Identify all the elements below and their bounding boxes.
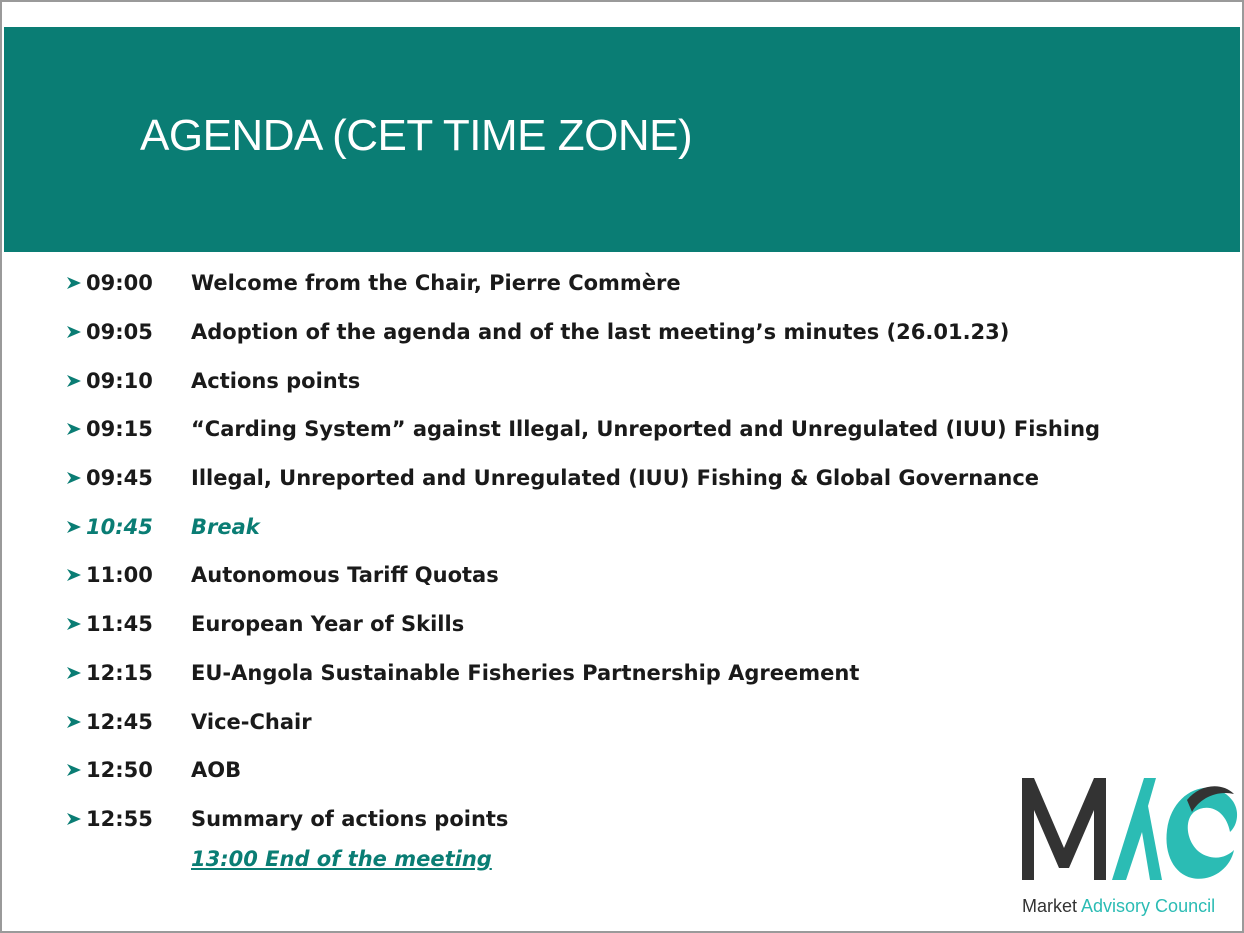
agenda-item <box>66 405 1166 454</box>
agenda-item <box>66 551 1166 600</box>
agenda-item <box>66 259 1166 308</box>
agenda-time: 11:45 <box>86 612 153 637</box>
arrow-bullet-icon <box>66 470 86 486</box>
agenda-time: 11:00 <box>86 563 153 588</box>
arrow-bullet-icon <box>66 762 86 778</box>
arrow-bullet-icon <box>66 275 86 291</box>
logo-letter-a <box>1112 778 1162 880</box>
agenda-label: “Carding System” against Illegal, Unreported and Unregulated (IUU) Fishing <box>191 417 1101 442</box>
agenda-time: 12:15 <box>86 660 153 685</box>
agenda-label: Break <box>191 514 260 539</box>
logo-letter-c <box>1166 788 1237 879</box>
logo-caption <box>1022 896 1215 917</box>
agenda-item <box>66 697 1166 746</box>
agenda-time: 09:05 <box>86 320 153 345</box>
logo-caption-advisory-council: Advisory Council <box>1081 896 1216 916</box>
agenda-time: 12:50 <box>86 758 153 783</box>
agenda-time: 09:00 <box>86 271 153 296</box>
logo-letter-m <box>1022 778 1106 880</box>
agenda-time: 12:55 <box>86 806 153 831</box>
logo-caption-market: Market <box>1022 896 1078 916</box>
agenda-item <box>66 649 1166 698</box>
slide-title: AGENDA (CET TIME ZONE) <box>140 111 693 160</box>
arrow-bullet-icon <box>66 714 86 730</box>
agenda-item-break <box>66 502 1166 551</box>
agenda-label: Summary of actions points <box>191 806 509 831</box>
agenda-label: Vice-Chair <box>191 709 312 734</box>
arrow-bullet-icon <box>66 324 86 340</box>
agenda-label: Autonomous Tariff Quotas <box>191 563 499 588</box>
arrow-bullet-icon <box>66 811 86 827</box>
agenda-time: 09:45 <box>86 466 153 491</box>
arrow-bullet-icon <box>66 616 86 632</box>
agenda-time: 12:45 <box>86 709 153 734</box>
arrow-bullet-icon <box>66 665 86 681</box>
agenda-label: Illegal, Unreported and Unregulated (IUU) Fishing & Global Governance <box>191 466 1040 491</box>
agenda-label: Actions points <box>191 368 361 393</box>
agenda-item <box>66 454 1166 503</box>
agenda-label: AOB <box>191 758 242 783</box>
agenda-label: EU-Angola Sustainable Fisheries Partnership Agreement <box>191 660 860 685</box>
agenda-label: Welcome from the Chair, Pierre Commère <box>191 271 681 296</box>
agenda-time: 10:45 <box>86 514 153 539</box>
agenda-item <box>66 308 1166 357</box>
end-of-meeting-link[interactable]: 13:00 End of the meeting <box>191 847 492 871</box>
arrow-bullet-icon <box>66 519 86 535</box>
arrow-bullet-icon <box>66 373 86 389</box>
agenda-label: European Year of Skills <box>191 612 465 637</box>
agenda-item <box>66 600 1166 649</box>
agenda-item <box>66 356 1166 405</box>
agenda-time: 09:15 <box>86 417 153 442</box>
arrow-bullet-icon <box>66 567 86 583</box>
arrow-bullet-icon <box>66 421 86 437</box>
agenda-list <box>66 259 1166 843</box>
agenda-label: Adoption of the agenda and of the last meeting’s minutes (26.01.23) <box>191 320 1010 345</box>
agenda-item <box>66 746 1166 795</box>
agenda-time: 09:10 <box>86 368 153 393</box>
agenda-item <box>66 795 1166 844</box>
